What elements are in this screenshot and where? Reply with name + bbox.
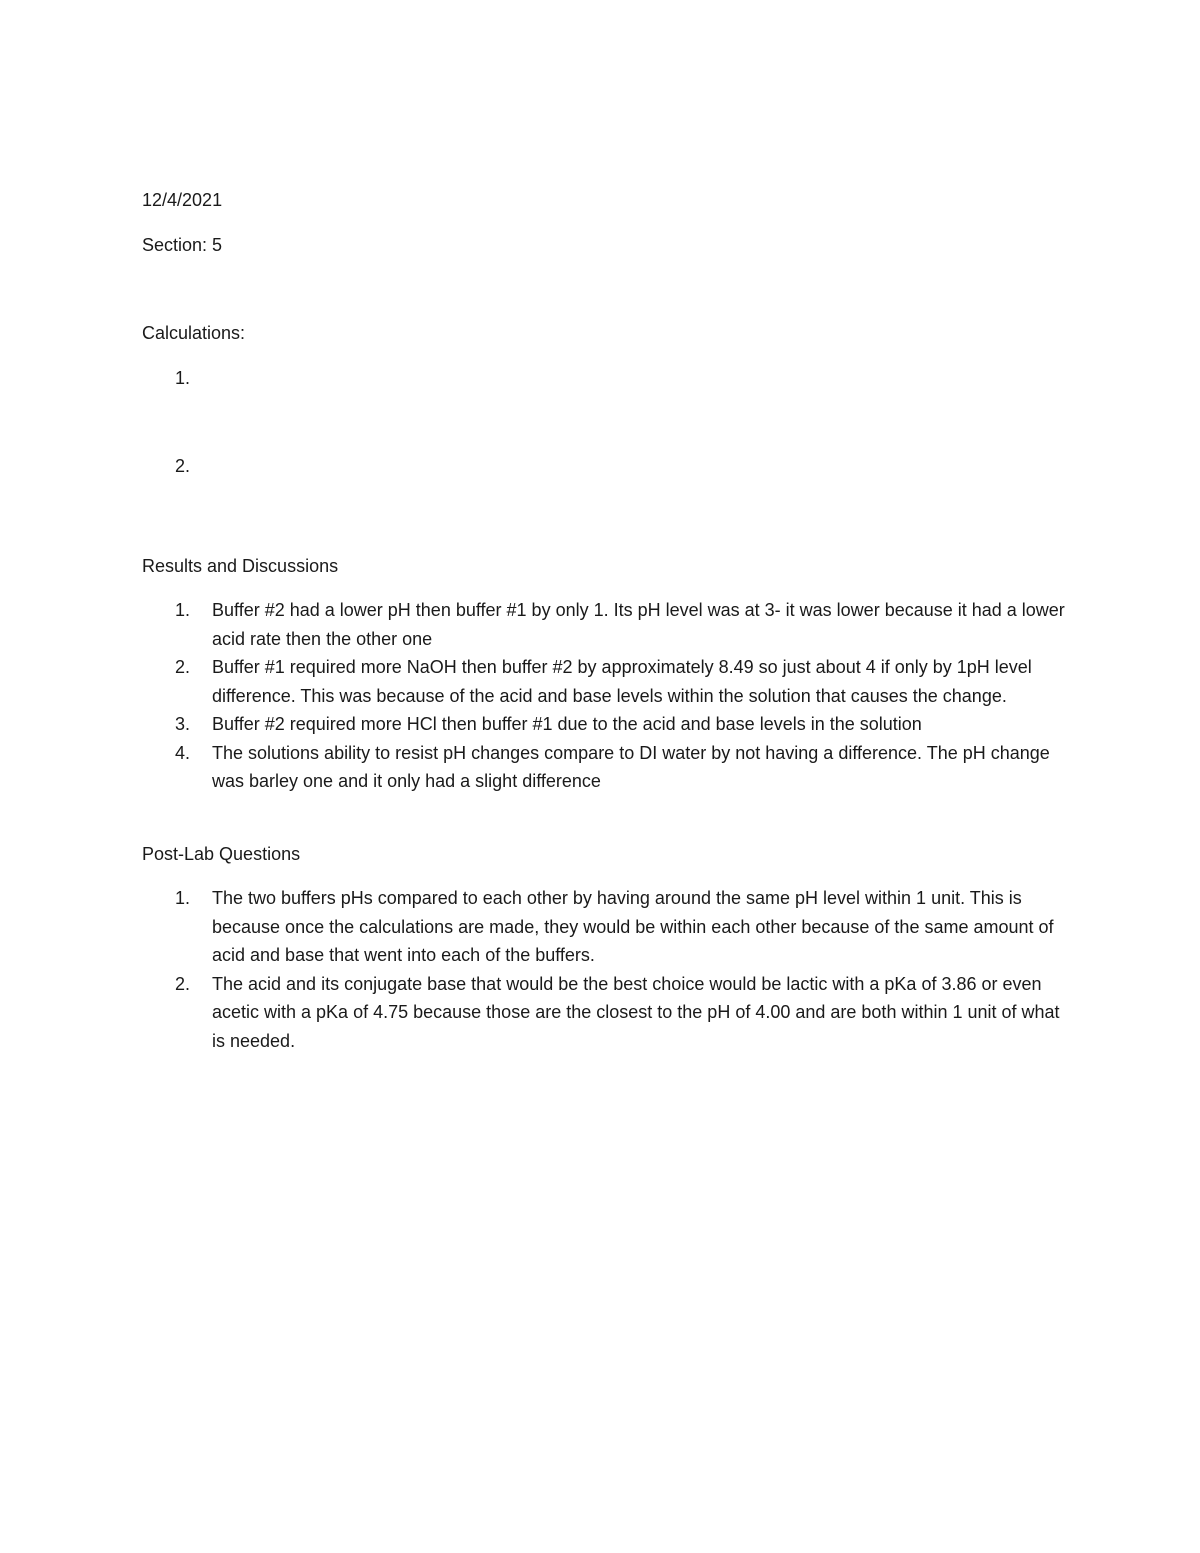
list-item-number: 1. bbox=[175, 888, 191, 908]
post-lab-heading: Post-Lab Questions bbox=[142, 844, 301, 864]
list-item-text: The solutions ability to resist pH changes compare to DI water by not having a difference. The pH change was barley one and it only had a slight difference bbox=[212, 742, 1050, 791]
calculations-heading: Calculations: bbox=[142, 323, 246, 343]
list-item-number: 4. bbox=[175, 742, 191, 763]
list-item-number: 3. bbox=[175, 714, 191, 734]
post-lab-list bbox=[142, 884, 1072, 1055]
list-item bbox=[142, 970, 1072, 1056]
date-line: 12/4/2021 bbox=[142, 190, 223, 210]
list-item-text: The two buffers pHs compared to each other by having around the same pH level within 1 unit. This is because once the calculations are made, they would be within each other because of the same amount of acid and base that went into each of the buffers. bbox=[212, 888, 1054, 965]
results-list bbox=[142, 596, 1072, 796]
list-item bbox=[142, 653, 1072, 710]
list-item-text: Buffer #1 required more NaOH then buffer #2 by approximately 8.49 so just about 4 if only by 1pH level difference. This was because of the acid and base levels within the solution that causes the change. bbox=[212, 657, 1032, 706]
list-item bbox=[142, 884, 1072, 970]
list-item-text: Buffer #2 required more HCl then buffer #1 due to the acid and base levels in the solution bbox=[212, 714, 922, 734]
list-item-number: 1. bbox=[175, 600, 191, 620]
list-item bbox=[142, 739, 1072, 796]
list-item-number: 2. bbox=[175, 973, 191, 994]
calculation-item-1: 1. bbox=[175, 368, 191, 388]
results-heading: Results and Discussions bbox=[142, 556, 339, 576]
list-item bbox=[142, 596, 1072, 653]
list-item bbox=[142, 710, 1072, 739]
section-line: Section: 5 bbox=[142, 235, 223, 255]
calculation-item-2: 2. bbox=[175, 456, 191, 476]
list-item-text: Buffer #2 had a lower pH then buffer #1 by only 1. Its pH level was at 3- it was lower because it had a lower acid rate then the other one bbox=[212, 600, 1065, 649]
list-item-number: 2. bbox=[175, 657, 191, 677]
list-item-text: The acid and its conjugate base that would be the best choice would be lactic with a pKa of 3.86 or even acetic with a pKa of 4.75 because those are the closest to the pH of 4.00 and are both within 1 unit of what is needed. bbox=[212, 973, 1060, 1051]
